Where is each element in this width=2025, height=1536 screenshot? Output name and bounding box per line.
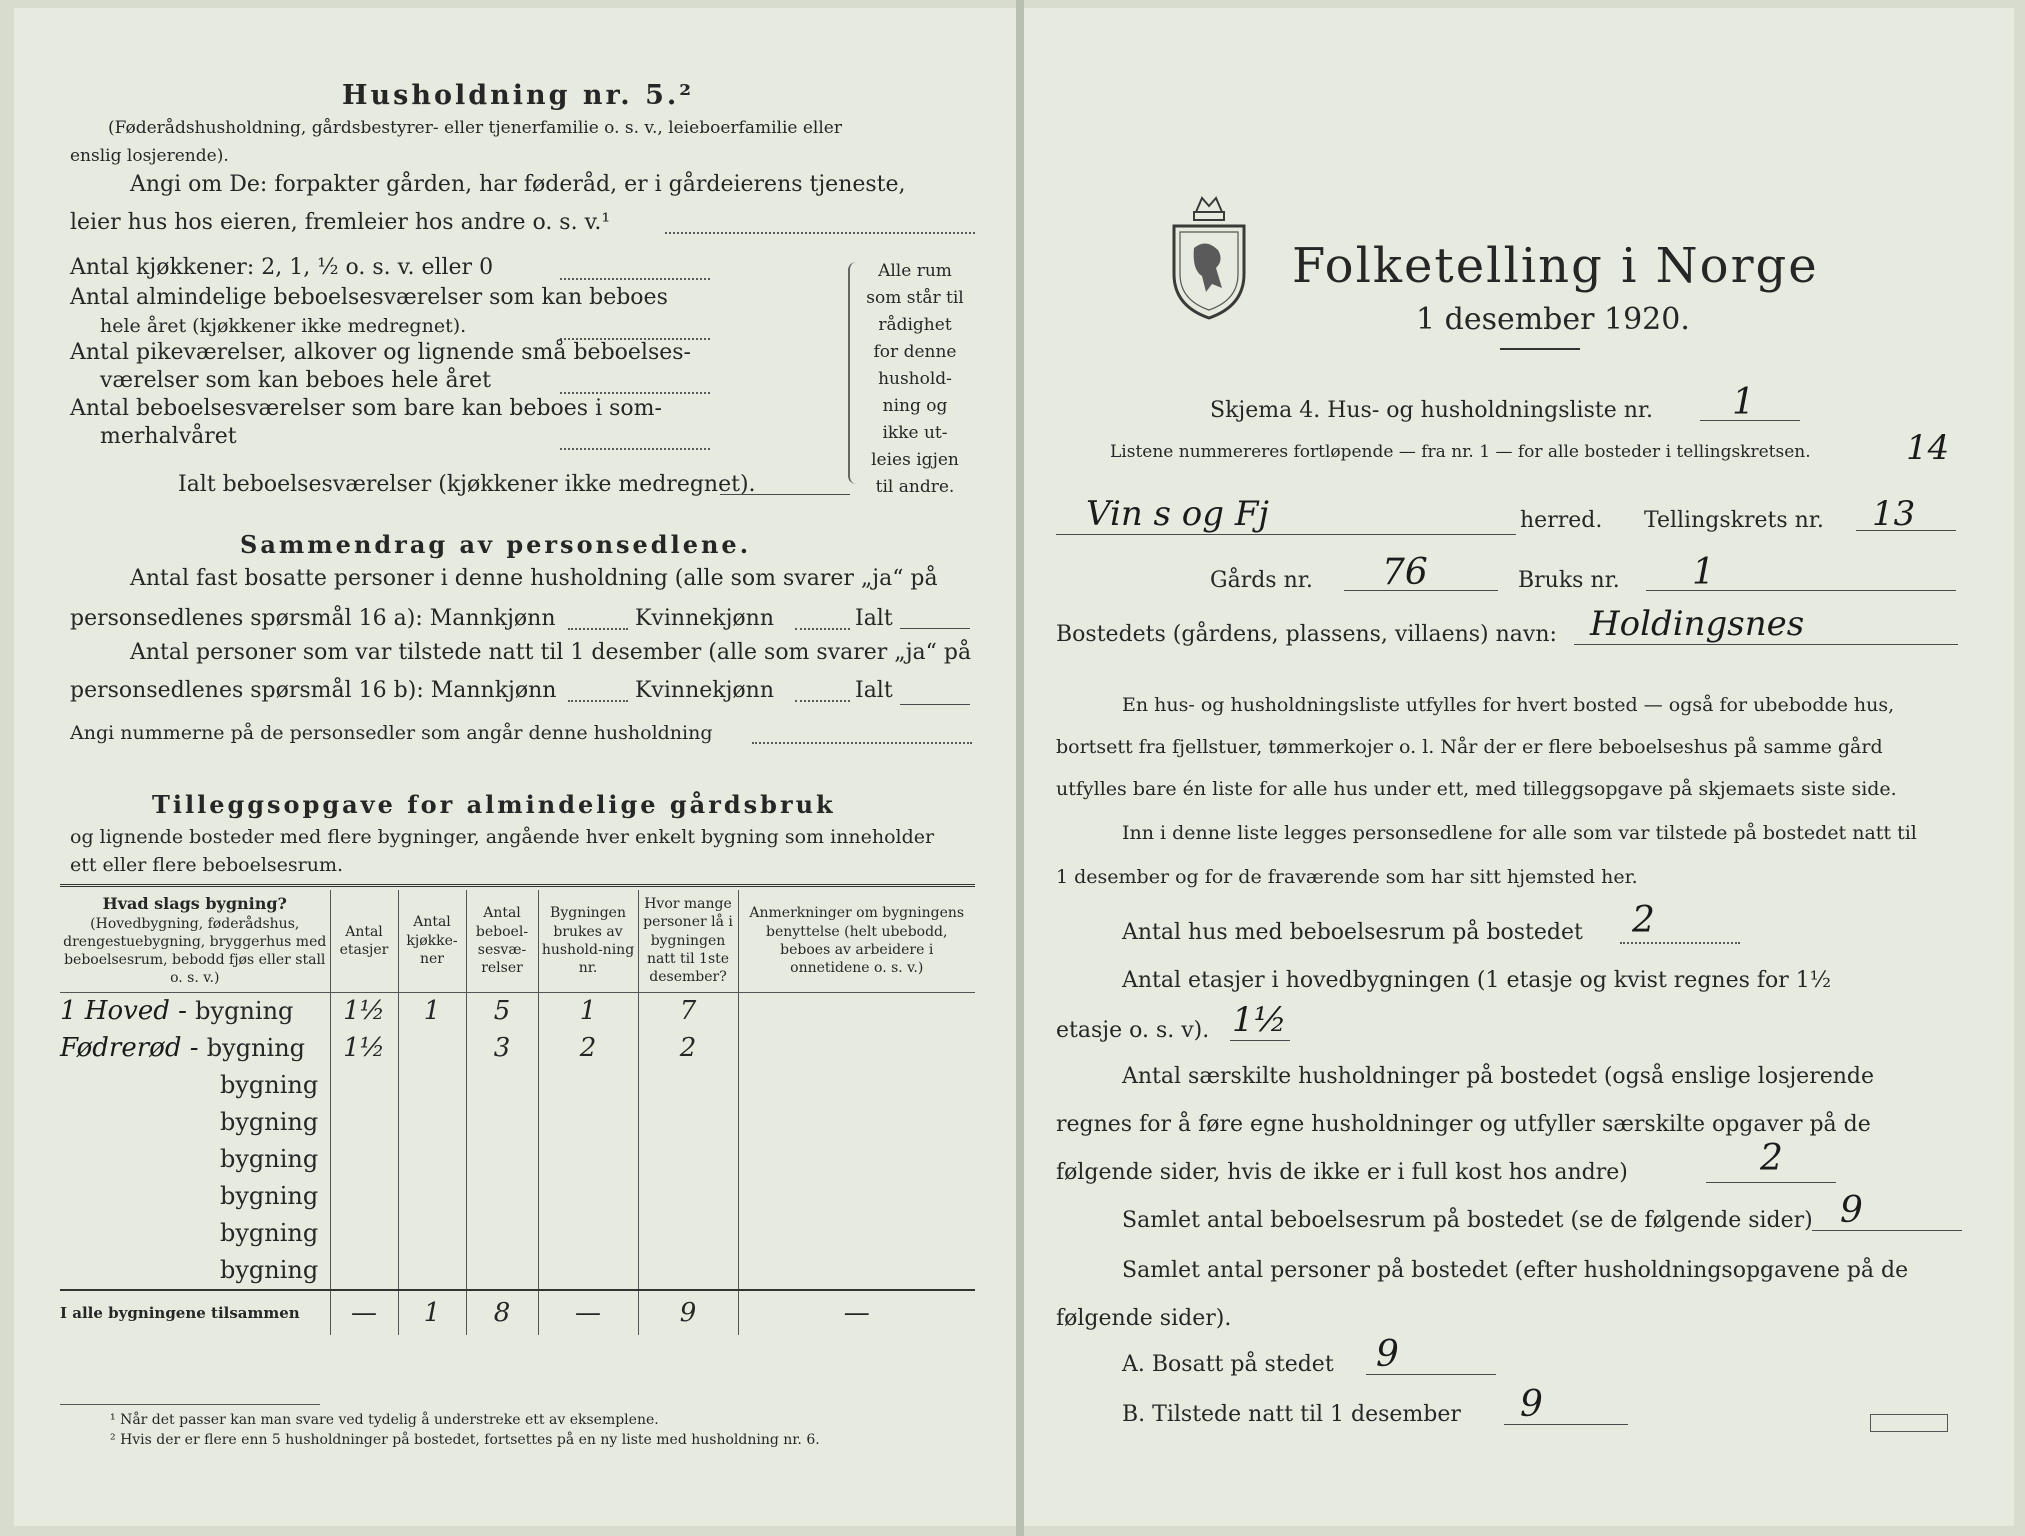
household-intro: (Føderådshusholdning, gårdsbestyrer- eller tjenerfamilie o. s. v., leieboerfamilie eller (108, 118, 842, 138)
krets-label: Tellingskrets nr. (1644, 508, 1824, 533)
household-cell[interactable] (538, 1252, 638, 1290)
resident-value[interactable]: 9 (1376, 1334, 1399, 1375)
summary-line-1: Antal fast bosatte personer i denne husholdning (alle som svarer „ja“ på (130, 566, 938, 591)
household-cell[interactable] (538, 1067, 638, 1104)
listene-note: Listene nummereres fortløpende — fra nr. 1 — for alle bosteder i tellingskretsen. (1110, 442, 1811, 462)
rooms-cell[interactable] (466, 1067, 538, 1104)
schema-label: Skjema 4. Hus- og husholdningsliste nr. (1210, 398, 1653, 423)
building-name-cell[interactable]: 1 Hoved - bygning (60, 992, 330, 1030)
total-floors[interactable]: — (330, 1290, 398, 1335)
instr-1: En hus- og husholdningsliste utfylles for hvert bosted — også for ubebodde hus, (1122, 694, 1895, 716)
floors-cell[interactable] (330, 1178, 398, 1215)
building-name-cell[interactable]: bygning (60, 1104, 330, 1141)
header-floors: Antal etasjer (330, 890, 398, 992)
remarks-cell[interactable] (738, 1215, 975, 1252)
rooms-small-2: værelser som kan beboes hele året (100, 368, 491, 393)
printer-mark (1870, 1414, 1948, 1432)
instr-5: 1 desember og for de fraværende som har sitt hjemsted her. (1056, 866, 1638, 888)
building-name-cell[interactable]: Fødrerød - bygning (60, 1030, 330, 1067)
resident-male-field[interactable] (568, 628, 628, 630)
supplement-text-2: ett eller flere beboelsesrum. (70, 854, 344, 876)
floors-cell[interactable] (330, 1067, 398, 1104)
table-row (60, 1252, 975, 1290)
total-rooms-value[interactable]: 9 (1840, 1190, 1863, 1231)
rooms-cell[interactable] (466, 1104, 538, 1141)
total-household[interactable]: — (538, 1290, 638, 1335)
page-fold (1016, 0, 1024, 1536)
present-total-label: Ialt (855, 678, 893, 703)
norway-coat-of-arms-icon (1166, 192, 1252, 322)
household-cell[interactable] (538, 1178, 638, 1215)
rooms-cell[interactable]: 5 (466, 992, 538, 1030)
remarks-cell[interactable] (738, 1067, 975, 1104)
remarks-cell[interactable] (738, 992, 975, 1030)
rooms-summer-2: merhalvåret (100, 424, 237, 449)
schema-number[interactable]: 1 (1732, 382, 1755, 423)
angi-numbers-field[interactable] (752, 742, 972, 744)
floors-cell[interactable] (330, 1141, 398, 1178)
present-male-field[interactable] (568, 700, 628, 702)
household-cell[interactable]: 2 (538, 1030, 638, 1067)
total-rooms-label: Samlet antal beboelsesrum på bostedet (se de følgende sider) (1122, 1208, 1813, 1233)
rooms-ordinary: Antal almindelige beboelsesværelser som kan beboes (70, 285, 668, 310)
buildings-table (60, 890, 975, 1335)
present-value[interactable]: 9 (1520, 1384, 1543, 1425)
household-title: Husholdning nr. 5.² (342, 80, 695, 111)
total-rooms-field-line (1812, 1230, 1962, 1231)
sidenote: Alle rum som står til rådighet for denne hushold- ning og ikke ut- leies igjen til andre. (866, 261, 964, 497)
question-1b: leier hus hos eieren, fremleier hos andre o. s. v.¹ (70, 210, 611, 235)
header-persons: Hvor mange personer lå i bygningen natt til 1ste desember? (638, 890, 738, 992)
rooms-small: Antal pikeværelser, alkover og lignende små beboelses- (70, 340, 691, 365)
rooms-kitchens: Antal kjøkkener: 2, 1, ½ o. s. v. eller 0 (70, 255, 494, 280)
households-value[interactable]: 2 (1760, 1138, 1783, 1179)
table-row (60, 1141, 975, 1178)
kitchens-cell[interactable] (398, 1178, 466, 1215)
summary-line-2: Antal personer som var tilstede natt til 1 desember (alle som svarer „ja“ på (130, 640, 972, 665)
floors-field-line (1230, 1040, 1290, 1041)
listene-number[interactable]: 14 (1906, 428, 1950, 468)
footnote-1: ¹ Når det passer kan man svare ved tydelig å understreke ett av eksemplene. (110, 1412, 659, 1428)
persons-cell[interactable]: 2 (638, 1030, 738, 1067)
building-name-cell[interactable]: bygning (60, 1141, 330, 1178)
households-label-2: regnes for å føre egne husholdninger og utfyller særskilte opgaver på de (1056, 1112, 1871, 1137)
footnote-rule (60, 1404, 320, 1405)
floors-cell[interactable]: 1½ (330, 1030, 398, 1067)
floors-label-1: Antal etasjer i hovedbygningen (1 etasje og kvist regnes for 1½ (1122, 968, 1832, 993)
summary-line-2b: personsedlenes spørsmål 16 b): Mannkjønn (70, 678, 557, 703)
remarks-cell[interactable] (738, 1141, 975, 1178)
household-cell[interactable] (538, 1215, 638, 1252)
floors-value[interactable]: 1½ (1232, 1000, 1287, 1040)
floors-cell[interactable]: 1½ (330, 992, 398, 1030)
total-remarks[interactable]: — (738, 1290, 975, 1335)
header-rooms: Antal beboel-sesvæ-relser (466, 890, 538, 992)
herred-label: herred. (1520, 508, 1603, 533)
gards-label: Gårds nr. (1210, 568, 1313, 593)
persons-cell[interactable]: 7 (638, 992, 738, 1030)
instr-2: bortsett fra fjellstuer, tømmerkojer o. l. Når der er flere beboelseshus på samme gård (1056, 736, 1883, 758)
houses-value[interactable]: 2 (1632, 900, 1655, 941)
building-name-cell[interactable]: bygning (60, 1252, 330, 1290)
households-field-line (1706, 1182, 1836, 1183)
household-cell[interactable] (538, 1104, 638, 1141)
floors-label-2: etasje o. s. v). (1056, 1018, 1210, 1043)
answer-line-1[interactable] (665, 232, 975, 234)
rooms-ordinary-2: hele året (kjøkkener ikke medregnet). (100, 315, 467, 337)
question-1: Angi om De: forpakter gården, har føderåd, er i gårdeierens tjeneste, (130, 172, 906, 197)
persons-cell[interactable] (638, 1104, 738, 1141)
table-row (60, 992, 975, 1030)
building-name-cell[interactable]: bygning (60, 1178, 330, 1215)
table-row (60, 1104, 975, 1141)
households-label-3: følgende sider, hvis de ikke er i full kost hos andre) (1056, 1160, 1628, 1185)
persons-cell[interactable] (638, 1178, 738, 1215)
remarks-cell[interactable] (738, 1178, 975, 1215)
houses-field-line (1620, 942, 1740, 944)
angi-numbers: Angi nummerne på de personsedler som angår denne husholdning (70, 722, 713, 744)
header-building-type: Hvad slags bygning? (Hovedbygning, føderådshus, drengestuebygning, bryggerhus med beboelsesrum, bebodd fjøs eller stall o. s. v.) (60, 890, 330, 992)
households-label-1: Antal særskilte husholdninger på bostedet (også enslige losjerende (1122, 1064, 1875, 1089)
floors-cell[interactable] (330, 1104, 398, 1141)
rooms-cell[interactable] (466, 1141, 538, 1178)
summer-rooms-field[interactable] (560, 448, 710, 450)
rooms-total-field[interactable] (720, 494, 850, 495)
table-row (60, 1067, 975, 1104)
total-kitchens[interactable]: 1 (398, 1290, 466, 1335)
present-female-field[interactable] (795, 700, 850, 702)
remarks-cell[interactable] (738, 1104, 975, 1141)
instr-3: utfylles bare én liste for alle hus under ett, med tilleggsopgave på skjemaets siste side. (1056, 778, 1897, 800)
footnote-2: ² Hvis der er flere enn 5 husholdninger på bostedet, fortsettes på en ny liste med husholdning nr. 6. (110, 1432, 820, 1448)
bruks-number[interactable]: 1 (1692, 552, 1715, 593)
header-remarks: Anmerkninger om bygningens benyttelse (helt ubebodd, beboes av arbeidere i onnetidene o. s. v.) (738, 890, 975, 992)
rooms-cell[interactable]: 3 (466, 1030, 538, 1067)
resident-label: A. Bosatt på stedet (1122, 1352, 1334, 1377)
household-cell[interactable]: 1 (538, 992, 638, 1030)
census-title: Folketelling i Norge (1292, 238, 1819, 294)
remarks-cell[interactable] (738, 1252, 975, 1290)
resident-total-label: Ialt (855, 606, 893, 631)
kitchens-field[interactable] (560, 278, 710, 280)
rooms-cell[interactable] (466, 1215, 538, 1252)
header-household: Bygningen brukes av hushold-ning nr. (538, 890, 638, 992)
kitchens-cell[interactable] (398, 1030, 466, 1067)
supplement-title: Tilleggsopgave for almindelige gårdsbruk (152, 790, 836, 819)
total-label: I alle bygningene tilsammen (60, 1290, 330, 1335)
title-rule (1500, 348, 1580, 350)
gards-number[interactable]: 76 (1382, 552, 1428, 593)
household-cell[interactable] (538, 1141, 638, 1178)
building-name-cell[interactable]: bygning (60, 1215, 330, 1252)
floors-cell[interactable] (330, 1215, 398, 1252)
kitchens-cell[interactable] (398, 1141, 466, 1178)
present-female-label: Kvinnekjønn (635, 678, 774, 703)
kitchens-cell[interactable] (398, 1215, 466, 1252)
building-name-cell[interactable]: bygning (60, 1067, 330, 1104)
table-row (60, 1178, 975, 1215)
persons-cell[interactable] (638, 1215, 738, 1252)
kitchens-cell[interactable] (398, 1104, 466, 1141)
table-top-rule (60, 884, 975, 887)
table-row (60, 1215, 975, 1252)
persons-cell[interactable] (638, 1067, 738, 1104)
herred-value[interactable]: Vin s og Fj (1086, 494, 1269, 534)
bosted-name[interactable]: Holdingsnes (1590, 604, 1805, 644)
summary-line-1b: personsedlenes spørsmål 16 a): Mannkjønn (70, 606, 556, 631)
resident-total-field[interactable] (900, 628, 970, 629)
present-total-field[interactable] (900, 704, 970, 705)
resident-female-field[interactable] (795, 628, 850, 630)
houses-label: Antal hus med beboelsesrum på bostedet (1122, 920, 1583, 945)
summary-title: Sammendrag av personsedlene. (240, 530, 752, 559)
kitchens-cell[interactable]: 1 (398, 992, 466, 1030)
persons-cell[interactable] (638, 1252, 738, 1290)
supplement-text-1: og lignende bosteder med flere bygninger, angående hver enkelt bygning som inneholder (70, 826, 935, 848)
table-row (60, 1030, 975, 1067)
bosted-field-line (1574, 644, 1958, 645)
rooms-cell[interactable] (466, 1178, 538, 1215)
floors-cell[interactable] (330, 1252, 398, 1290)
remarks-cell[interactable] (738, 1030, 975, 1067)
rooms-cell[interactable] (466, 1252, 538, 1290)
herred-field-line (1056, 534, 1516, 535)
rooms-summer: Antal beboelsesværelser som bare kan beboes i som- (70, 396, 662, 421)
bosted-label: Bostedets (gårdens, plassens, villaens) navn: (1056, 622, 1557, 647)
header-kitchens: Antal kjøkke-ner (398, 890, 466, 992)
total-persons-label-1: Samlet antal personer på bostedet (efter husholdningsopgavene på de (1122, 1258, 1909, 1283)
table-total-row (60, 1290, 975, 1335)
krets-number[interactable]: 13 (1872, 494, 1916, 534)
present-label: B. Tilstede natt til 1 desember (1122, 1402, 1461, 1427)
census-date: 1 desember 1920. (1416, 302, 1690, 337)
persons-cell[interactable] (638, 1141, 738, 1178)
household-intro-2: enslig losjerende). (70, 146, 229, 166)
total-persons-label-2: følgende sider). (1056, 1306, 1232, 1331)
bruks-label: Bruks nr. (1518, 568, 1620, 593)
instr-4: Inn i denne liste legges personsedlene for alle som var tilstede på bostedet natt til (1122, 822, 1917, 844)
sidenote-brace (848, 262, 858, 484)
total-rooms[interactable]: 8 (466, 1290, 538, 1335)
total-persons[interactable]: 9 (638, 1290, 738, 1335)
kitchens-cell[interactable] (398, 1067, 466, 1104)
table-header (60, 890, 975, 992)
rooms-total: Ialt beboelsesværelser (kjøkkener ikke medregnet). (178, 472, 756, 497)
kitchens-cell[interactable] (398, 1252, 466, 1290)
small-rooms-field[interactable] (560, 392, 710, 394)
resident-female-label: Kvinnekjønn (635, 606, 774, 631)
